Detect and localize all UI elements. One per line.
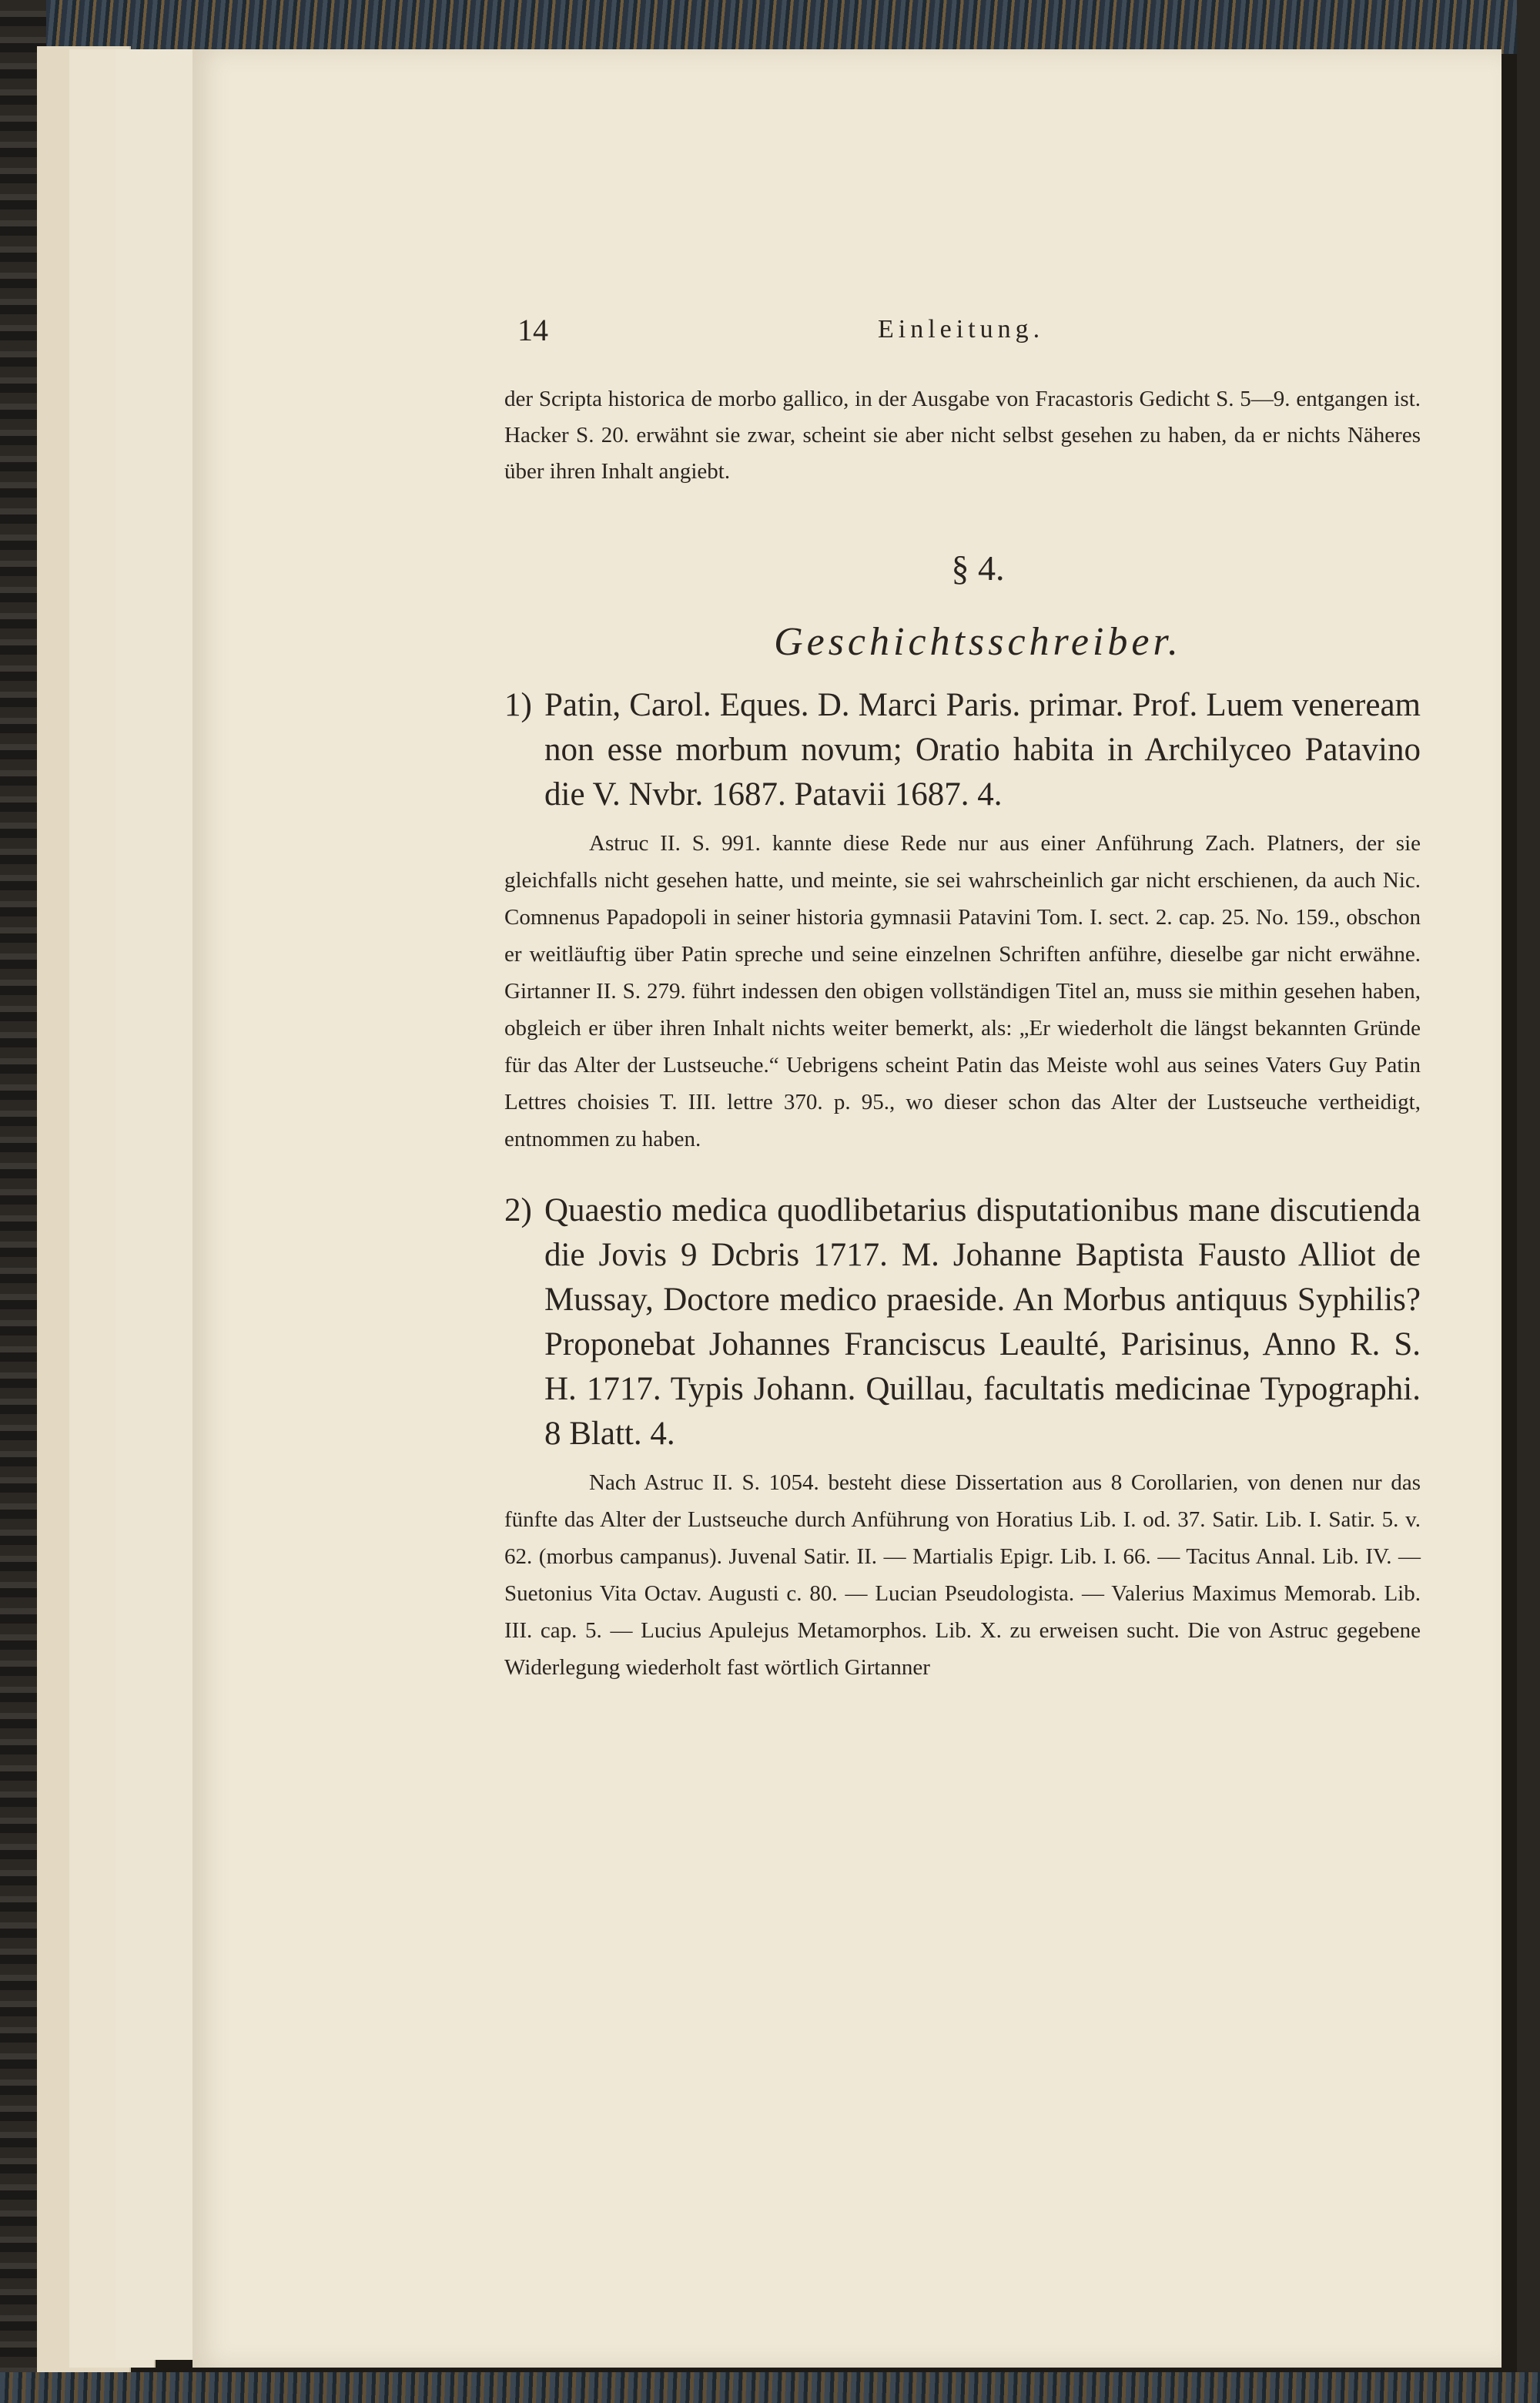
entry-number: 2)	[504, 1192, 532, 1228]
entry-note	[504, 1464, 1421, 1686]
entry-note-text: Astruc II. S. 991. kannte diese Rede nur aus einer Anführung Zach. Platners, der sie gleichfalls nicht gesehen hatte, und meinte, sie sei wahrscheinlich gar nicht erschienen, da auch Nic. Comnenus Papadopoli in seiner historia gymnasii Patavini Tom. I. sect. 2. cap. 25. No. 159., obschon er weitläuftig über Patin spreche und seine einzelnen Schriften anführe, dieselbe gar nicht erwähne. Girtanner II. S. 279. führt indessen den obigen vollständigen Titel an, muss sie mithin gesehen haben, obgleich er über ihren Inhalt nichts weiter bemerkt, als: „Er wiederholt die längst bekannten Gründe für das Alter der Lustseuche.“ Uebrigens scheint Patin das Meiste wohl aus seines Vaters Guy Patin Lettres choisies T. III. lettre 370. p. 95., wo dieser schon das Alter der Lustseuche vertheidigt, entnommen zu haben.	[504, 831, 1421, 1151]
book-cover-bottom-edge	[0, 2372, 1540, 2403]
page-content	[504, 304, 1421, 1686]
section-title: Geschichtsschreiber.	[774, 620, 1182, 664]
section-number: § 4.	[951, 548, 1005, 588]
entry-note	[504, 825, 1421, 1158]
book-cover-top-edge	[0, 0, 1540, 54]
page-header	[504, 304, 1421, 350]
entry-title: Quaestio medica quodlibetarius disputationibus mane discutienda die Jovis 9 Dcbris 1717. M. Johanne Baptista Fausto Alliot de Mussay, Doctore medico praeside. An Morbus antiquus Syphilis? Proponebat Johannes Franciscus Leaulté, Parisinus, Anno R. S. H. 1717. Typis Johann. Quillau, facultatis medicinae Typographi. 8 Blatt. 4.	[544, 1192, 1421, 1452]
entry-number: 1)	[504, 687, 532, 723]
intro-paragraph: der Scripta historica de morbo gallico, in der Ausgabe von Fracastoris Gedicht S. 5—9. entgangen ist. Hacker S. 20. erwähnt sie zwar, scheint sie aber nicht selbst gesehen zu haben, da er nichts Näheres über ihren Inhalt angiebt.	[504, 387, 1421, 484]
entry-title: Patin, Carol. Eques. D. Marci Paris. primar. Prof. Luem veneream non esse morbum novum; Oratio habita in Archilyceo Patavino die V. Nvbr. 1687. Patavii 1687. 4.	[544, 687, 1421, 813]
bibliography-entry	[504, 683, 1421, 1158]
running-title: Einleitung.	[878, 315, 1045, 344]
bibliography-entry	[504, 1188, 1421, 1686]
book-cover-right-edge	[1517, 0, 1540, 2403]
entry-note-text: Nach Astruc II. S. 1054. besteht diese Dissertation aus 8 Corollarien, von denen nur das fünfte das Alter der Lustseuche durch Anführung von Horatius Lib. I. od. 37. Satir. Lib. I. Satir. 5. v. 62. (morbus campanus). Juvenal Satir. II. — Martialis Epigr. Lib. I. 66. — Tacitus Annal. Lib. IV. — Suetonius Vita Octav. Augusti c. 80. — Lucian Pseudologista. — Valerius Maximus Memorab. Lib. III. cap. 5. — Lucius Apulejus Metamorphos. Lib. X. zu erweisen sucht. Die von Astruc gegebene Widerlegung wiederholt fast wörtlich Girtanner	[504, 1470, 1421, 1680]
page-number: 14	[517, 313, 548, 347]
